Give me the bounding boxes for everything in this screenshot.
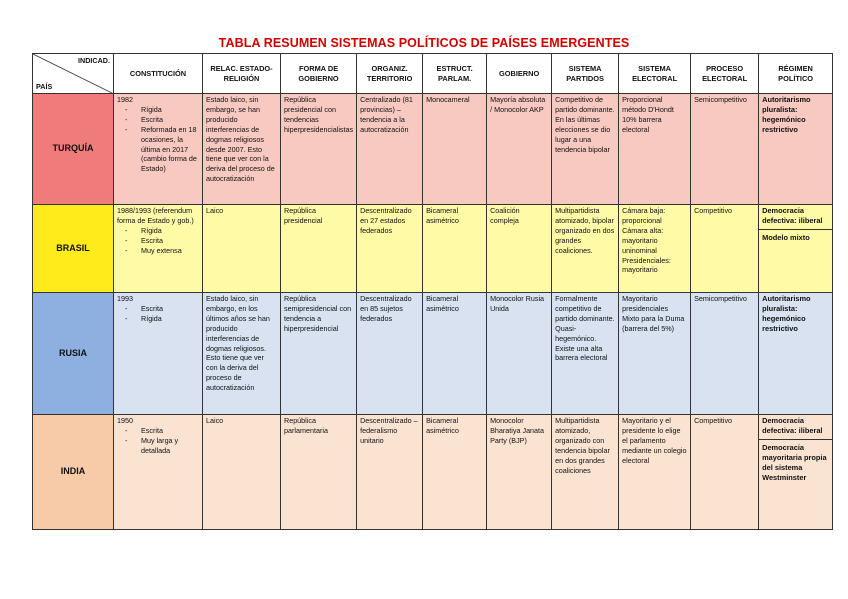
- header-proceso: PROCESO ELECTORAL: [691, 54, 759, 94]
- list-item: - Escrita: [117, 426, 199, 436]
- header-partidos: SISTEMA PARTIDOS: [552, 54, 619, 94]
- forma-gobierno-cell: República presidencial: [281, 205, 357, 293]
- proceso-cell: Semicompetitivo: [691, 94, 759, 205]
- header-constitucion: CONSTITUCIÓN: [114, 54, 203, 94]
- territorio-cell: Centralizado (81 provincias) – tendencia a la autocratización: [357, 94, 423, 205]
- indicator-label: INDICAD.: [78, 56, 110, 65]
- list-item: - Rígida: [117, 105, 199, 115]
- territorio-cell: Descentralizado – federalismo unitario: [357, 415, 423, 530]
- list-item: - Escrita: [117, 304, 199, 314]
- summary-table: [32, 53, 833, 530]
- list-item: - Muy extensa: [117, 246, 199, 256]
- header-regimen: RÉGIMEN POLÍTICO: [759, 54, 833, 94]
- header-row: [33, 54, 833, 94]
- forma-gobierno-cell: República parlamentaria: [281, 415, 357, 530]
- header-forma-gobierno: FORMA DE GOBIERNO: [281, 54, 357, 94]
- territorio-cell: Descentralizado en 27 estados federados: [357, 205, 423, 293]
- table-row-turquia: [33, 94, 833, 205]
- parlamento-cell: Bicameral asimétrico: [423, 415, 487, 530]
- gobierno-cell: Monocolor Bharatiya Janata Party (BJP): [487, 415, 552, 530]
- header-religion: RELAC. ESTADO- RELIGIÓN: [203, 54, 281, 94]
- country-cell: INDIA: [33, 415, 114, 530]
- regimen-cell: Democracia defectiva: iliberal Modelo mixto: [759, 205, 833, 293]
- parlamento-cell: Bicameral asimétrico: [423, 293, 487, 415]
- religion-cell: Estado laico, sin embargo, se han producido interferencias de dogmas religiosos desde 2007. Esto tiene que ver con la deriva del proceso de autocratización: [203, 94, 281, 205]
- country-cell: RUSIA: [33, 293, 114, 415]
- partidos-cell: Formalmente competitivo de partido dominante. Quasi-hegemónico. Existe una alta barrera electoral: [552, 293, 619, 415]
- constitucion-cell: 1993 - Escrita - Rígida: [114, 293, 203, 415]
- partidos-cell: Multipartidista atomizado, organizado con tendencia bipolar en dos grandes coaliciones: [552, 415, 619, 530]
- list-item: - Rígida: [117, 314, 199, 324]
- territorio-cell: Descentralizado en 85 sujetos federados: [357, 293, 423, 415]
- list-item: - Rígida: [117, 226, 199, 236]
- regimen-cell: Autoritarismo pluralista: hegemónico restrictivo: [759, 293, 833, 415]
- religion-cell: Laico: [203, 205, 281, 293]
- proceso-cell: Semicompetitivo: [691, 293, 759, 415]
- header-electoral: SISTEMA ELECTORAL: [619, 54, 691, 94]
- country-label: PAÍS: [36, 81, 53, 91]
- religion-cell: Laico: [203, 415, 281, 530]
- regimen-cell: Autoritarismo pluralista: hegemónico restrictivo: [759, 94, 833, 205]
- proceso-cell: Competitivo: [691, 415, 759, 530]
- partidos-cell: Multipartidista atomizado, bipolar organizado en dos grandes coaliciones.: [552, 205, 619, 293]
- gobierno-cell: Monocolor Rusia Unida: [487, 293, 552, 415]
- header-territorio: ORGANIZ. TERRITORIO: [357, 54, 423, 94]
- country-cell: TURQUÍA: [33, 94, 114, 205]
- electoral-cell: Mayoritario presidenciales Mixto para la Duma (barrera del 5%): [619, 293, 691, 415]
- list-item: - Muy larga y detallada: [117, 436, 199, 456]
- table-row-brasil: [33, 205, 833, 293]
- regimen-cell: Democracia defectiva: iliberal Democracia mayoritaria propia del sistema Westminster: [759, 415, 833, 530]
- proceso-cell: Competitivo: [691, 205, 759, 293]
- header-gobierno: GOBIERNO: [487, 54, 552, 94]
- corner-header: [33, 54, 114, 94]
- header-parlamento: ESTRUCT. PARLAM.: [423, 54, 487, 94]
- list-item: - Escrita: [117, 236, 199, 246]
- table-row-rusia: [33, 293, 833, 415]
- parlamento-cell: Monocameral: [423, 94, 487, 205]
- list-item: - Escrita: [117, 115, 199, 125]
- electoral-cell: Cámara baja: proporcional Cámara alta: mayoritario uninominal Presidenciales: mayoritario: [619, 205, 691, 293]
- forma-gobierno-cell: República semipresidencial con tendencia a hiperpresidencial: [281, 293, 357, 415]
- religion-cell: Estado laico, sin embargo, en los últimos años se han producido interferencias de dogmas religiosos. Esto tiene que ver con la deriva del proceso de autocratización: [203, 293, 281, 415]
- constitucion-cell: 1982 - Rígida - Escrita - Reformada en 18 ocasiones, la última en 2017 (cambio forma de Estado): [114, 94, 203, 205]
- forma-gobierno-cell: República presidencial con tendencias hiperpresidencialistas: [281, 94, 357, 205]
- list-item: - Reformada en 18 ocasiones, la última en 2017 (cambio forma de Estado): [117, 125, 199, 175]
- constitucion-cell: 1950 - Escrita - Muy larga y detallada: [114, 415, 203, 530]
- gobierno-cell: Mayoría absoluta / Monocolor AKP: [487, 94, 552, 205]
- gobierno-cell: Coalición compleja: [487, 205, 552, 293]
- parlamento-cell: Bicameral asimétrico: [423, 205, 487, 293]
- partidos-cell: Competitivo de partido dominante. En las últimas elecciones se dio lugar a una tendencia bipolar: [552, 94, 619, 205]
- electoral-cell: Mayoritario y el presidente lo elige el parlamento mediante un colegio electoral: [619, 415, 691, 530]
- constitucion-cell: 1988/1993 (referendum forma de Estado y gob.) - Rígida - Escrita - Muy extensa: [114, 205, 203, 293]
- electoral-cell: Proporcional método D'Hondt 10% barrera electoral: [619, 94, 691, 205]
- table-row-india: [33, 415, 833, 530]
- page-title: TABLA RESUMEN SISTEMAS POLÍTICOS DE PAÍSES EMERGENTES: [218, 36, 630, 50]
- country-cell: BRASIL: [33, 205, 114, 293]
